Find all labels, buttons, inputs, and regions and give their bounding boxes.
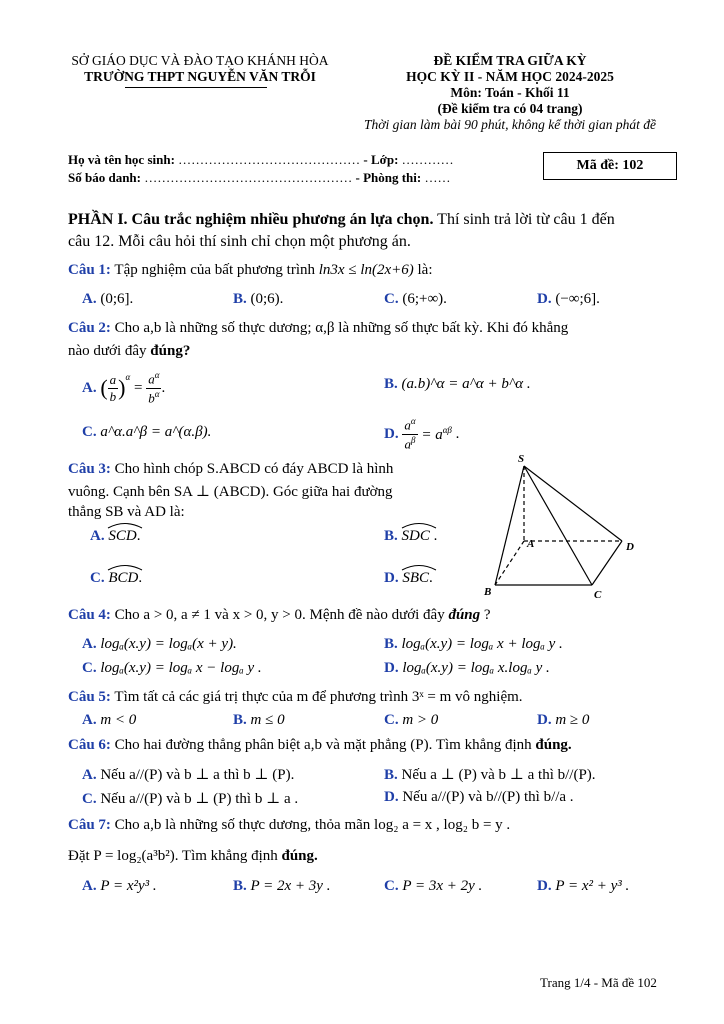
q2-option-b[interactable]: [384, 376, 531, 393]
q3-stem-1: [68, 461, 393, 478]
q3-c-label: C.: [90, 570, 105, 586]
q4-text: Cho a > 0, a ≠ 1 và x > 0, y > 0. Mệnh đề nào dưới đây: [114, 607, 445, 623]
q7-c-label: C.: [384, 878, 399, 894]
q4-b-value: logₐ(x.y) = logₐ x + logₐ y .: [401, 636, 563, 652]
q5-c-label: C.: [384, 712, 399, 728]
part1-title: PHẦN I. Câu trắc nghiệm nhiều phương án lựa chọn.: [68, 211, 434, 228]
q7-option-b[interactable]: [233, 878, 330, 895]
q2-text-2: nào dưới đây: [68, 343, 147, 359]
q5-option-c[interactable]: [384, 712, 438, 729]
edge-ab: [495, 541, 524, 585]
q2-option-d[interactable]: D. $\frac{a^\alpha}{a^\beta}$ = $a^{\alpha\beta}$ .: [384, 416, 460, 451]
q2-text: Cho a,b là những số thực dương; α,β là những số thực bất kỳ. Khi đó khẳng: [114, 320, 569, 336]
q3-b-angle: [402, 528, 430, 545]
q5-b-value: m ≤ 0: [250, 712, 285, 728]
q5-stem: [68, 689, 523, 706]
q3-a-angle: [108, 528, 136, 545]
vertex-s: S: [518, 453, 525, 465]
q6-option-a[interactable]: [82, 765, 294, 784]
q1-c-label: C.: [384, 291, 399, 307]
q3-a-value: SCD: [108, 528, 137, 544]
q1-d-value: (−∞;6].: [555, 291, 600, 307]
q4-a-label: A.: [82, 636, 97, 652]
q1-expr: ln3x ≤ ln(2x+6): [318, 262, 414, 278]
q4-option-b[interactable]: [384, 636, 563, 653]
q2-option-c[interactable]: [82, 424, 211, 441]
q1-b-value: (0;6).: [250, 291, 284, 307]
vertex-c: C: [594, 589, 602, 601]
q7-a-label: A.: [82, 878, 97, 894]
q4-d-value: logₐ(x.y) = logₐ x.logₐ y .: [402, 660, 550, 676]
q1-a-value: (0;6].: [100, 291, 134, 307]
q6-emphasis: đúng.: [535, 737, 572, 753]
q6-c-label: C.: [82, 791, 97, 807]
q4-tail: ?: [483, 607, 491, 623]
exam-pages: (Đề kiểm tra có 04 trang): [437, 101, 583, 116]
page-footer: Trang 1/4 - Mã đề 102: [540, 975, 657, 990]
q1-option-c[interactable]: [384, 291, 447, 308]
q2-option-a[interactable]: A. ( $\frac{a}{b}$ ) $^\alpha$ = $\frac{a^\alpha}{b^\alpha}$ .: [82, 370, 166, 405]
q7-c-value: P = 3x + 2y .: [402, 878, 483, 894]
q4-option-d[interactable]: [384, 660, 550, 677]
q5-c-value: m > 0: [402, 712, 439, 728]
q2-c-value: a^α.a^β = a^(α.β).: [100, 424, 212, 440]
q3-stem-3: thẳng SB và AD là:: [68, 504, 185, 520]
student-id-row: [68, 170, 450, 186]
pyramid-figure: [480, 450, 650, 605]
q5-label: Câu 5:: [68, 689, 111, 705]
q6-a-label: A.: [82, 767, 97, 783]
q3-a-label: A.: [90, 528, 105, 544]
q5-text: Tìm tất cả các giá trị thực của m để phương trình 3ˣ = m vô nghiệm.: [114, 689, 523, 705]
q1-label: Câu 1:: [68, 262, 111, 278]
q5-b-label: B.: [233, 712, 247, 728]
q4-stem: [68, 607, 491, 624]
q2-a-label: A.: [82, 379, 97, 396]
q7-option-a[interactable]: [82, 878, 157, 895]
q6-b-label: B.: [384, 767, 398, 783]
part1-heading: [68, 211, 615, 229]
q3-stem-2: vuông. Cạnh bên SA ⊥ (ABCD). Góc giữa hai đường: [68, 484, 393, 500]
q4-d-label: D.: [384, 660, 399, 676]
q2-b-value: (a.b)^α = a^α + b^α .: [401, 376, 531, 392]
q2-stem: [68, 320, 568, 337]
q3-option-b[interactable]: B. SDC .: [384, 528, 437, 545]
q1-c-value: (6;+∞).: [402, 291, 447, 307]
q7-line-2: Đặt P = log₂(a³b²). Tìm khẳng định: [68, 848, 278, 864]
q5-a-value: m < 0: [100, 712, 137, 728]
q5-d-value: m ≥ 0: [555, 712, 590, 728]
exam-title: ĐỀ KIỂM TRA GIỮA KỲ: [433, 53, 587, 68]
q7-stem: [68, 817, 510, 834]
q7-emphasis: đúng.: [281, 848, 318, 864]
room-label: - Phòng thi:: [355, 170, 422, 185]
part1-desc-2: câu 12. Mỗi câu hỏi thí sinh chỉ chọn một phương án.: [68, 233, 411, 250]
q3-d-label: D.: [384, 570, 399, 586]
q5-option-a[interactable]: [82, 712, 136, 729]
q6-option-c[interactable]: [82, 789, 298, 808]
student-name-row: [68, 152, 454, 168]
q7-a-value: P = x²y³ .: [100, 878, 157, 894]
exam-term: HỌC KỲ II - NĂM HỌC 2024-2025: [406, 69, 614, 84]
q7-b-label: B.: [233, 878, 247, 894]
q6-c-value: Nếu a//(P) và b ⊥ (P) thì b ⊥ a .: [100, 791, 299, 807]
q3-b-label: B.: [384, 528, 398, 544]
department-name: SỞ GIÁO DỤC VÀ ĐÀO TẠO KHÁNH HÒA: [71, 53, 329, 68]
edge-cd: [592, 541, 622, 585]
q1-option-a[interactable]: [82, 291, 133, 308]
q6-a-value: Nếu a//(P) và b ⊥ a thì b ⊥ (P).: [100, 767, 295, 783]
q1-text: Tập nghiệm của bất phương trình: [114, 262, 316, 278]
student-name-label: Họ và tên học sinh:: [68, 152, 175, 167]
q5-option-b[interactable]: [233, 712, 285, 729]
q4-option-c[interactable]: [82, 660, 262, 677]
q7-stem-2: [68, 848, 318, 865]
exam-code-box: Mã đề: 102: [543, 152, 677, 180]
q6-label: Câu 6:: [68, 737, 111, 753]
school-name: TRƯỜNG THPT NGUYỄN VĂN TRỖI: [84, 69, 316, 84]
q5-a-label: A.: [82, 712, 97, 728]
q5-d-label: D.: [537, 712, 552, 728]
class-dots[interactable]: …………: [401, 152, 454, 167]
q2-c-label: C.: [82, 424, 97, 440]
q5-option-d[interactable]: [537, 712, 589, 729]
class-label: - Lớp:: [363, 152, 399, 167]
q4-option-a[interactable]: [82, 636, 237, 653]
q1-tail: là:: [417, 262, 433, 278]
q7-option-c[interactable]: [384, 878, 482, 895]
q3-d-value: SBC: [402, 570, 430, 586]
q4-c-label: C.: [82, 660, 97, 676]
exam-subject: Môn: Toán - Khối 11: [450, 85, 570, 100]
vertex-d: D: [626, 541, 634, 553]
vertex-a: A: [527, 538, 535, 550]
q2-stem-2: [68, 343, 190, 360]
q2-b-label: B.: [384, 376, 398, 392]
q2-emphasis: đúng?: [150, 343, 191, 359]
q4-emphasis: đúng: [448, 607, 481, 623]
student-id-dots[interactable]: …………………………………………: [144, 170, 353, 185]
q1-a-label: A.: [82, 291, 97, 307]
q3-d-angle: [402, 570, 429, 587]
student-id-label: Số báo danh:: [68, 170, 141, 185]
q3-c-value: BCD: [108, 570, 139, 586]
q7-b-value: P = 2x + 3y .: [250, 878, 331, 894]
q1-option-d[interactable]: [537, 291, 600, 308]
q1-stem: [68, 262, 433, 279]
q4-label: Câu 4:: [68, 607, 111, 623]
edge-sd: [524, 466, 622, 541]
q4-c-value: logₐ(x.y) = logₐ x − logₐ y .: [100, 660, 262, 676]
q6-stem: [68, 737, 572, 754]
school-underline: [125, 87, 267, 88]
q6-option-d[interactable]: [384, 789, 574, 806]
student-name-dots[interactable]: ……………………………………: [178, 152, 361, 167]
q3-option-c[interactable]: C. BCD.: [90, 570, 142, 587]
q7-option-d[interactable]: [537, 878, 629, 895]
edge-sb: [495, 466, 524, 585]
q2-label: Câu 2:: [68, 320, 111, 336]
q6-d-value: Nếu a//(P) và b//(P) thì b//a .: [402, 789, 574, 805]
q3-line-1: Cho hình chóp S.ABCD có đáy ABCD là hình: [114, 461, 394, 477]
q7-d-value: P = x² + y³ .: [555, 878, 630, 894]
q3-label: Câu 3:: [68, 461, 111, 477]
q2-d-label: D.: [384, 425, 399, 442]
q3-option-d[interactable]: D. SBC.: [384, 570, 433, 587]
q4-b-label: B.: [384, 636, 398, 652]
q3-option-a[interactable]: A. SCD.: [90, 528, 140, 545]
edge-sc: [524, 466, 592, 585]
part1-desc: Thí sinh trả lời từ câu 1 đến: [433, 211, 615, 228]
q1-option-b[interactable]: [233, 291, 283, 308]
q1-d-label: D.: [537, 291, 552, 307]
q7-label: Câu 7:: [68, 817, 111, 833]
room-dots[interactable]: ……: [424, 170, 451, 185]
exam-time: Thời gian làm bài 90 phút, không kể thời gian phát đề: [364, 117, 656, 132]
vertex-b: B: [484, 586, 492, 598]
q1-b-label: B.: [233, 291, 247, 307]
q6-d-label: D.: [384, 789, 399, 805]
q4-a-value: logₐ(x.y) = logₐ(x + y).: [100, 636, 237, 652]
q3-c-angle: [108, 570, 138, 587]
q6-text: Cho hai đường thẳng phân biệt a,b và mặt phẳng (P). Tìm khẳng định: [114, 737, 532, 753]
q6-b-value: Nếu a ⊥ (P) và b ⊥ a thì b//(P).: [401, 767, 596, 783]
q3-b-value: SDC: [401, 528, 430, 544]
q7-d-label: D.: [537, 878, 552, 894]
q7-text: Cho a,b là những số thực dương, thỏa mãn log₂ a = x , log₂ b = y .: [114, 817, 511, 833]
q6-option-b[interactable]: [384, 765, 596, 784]
